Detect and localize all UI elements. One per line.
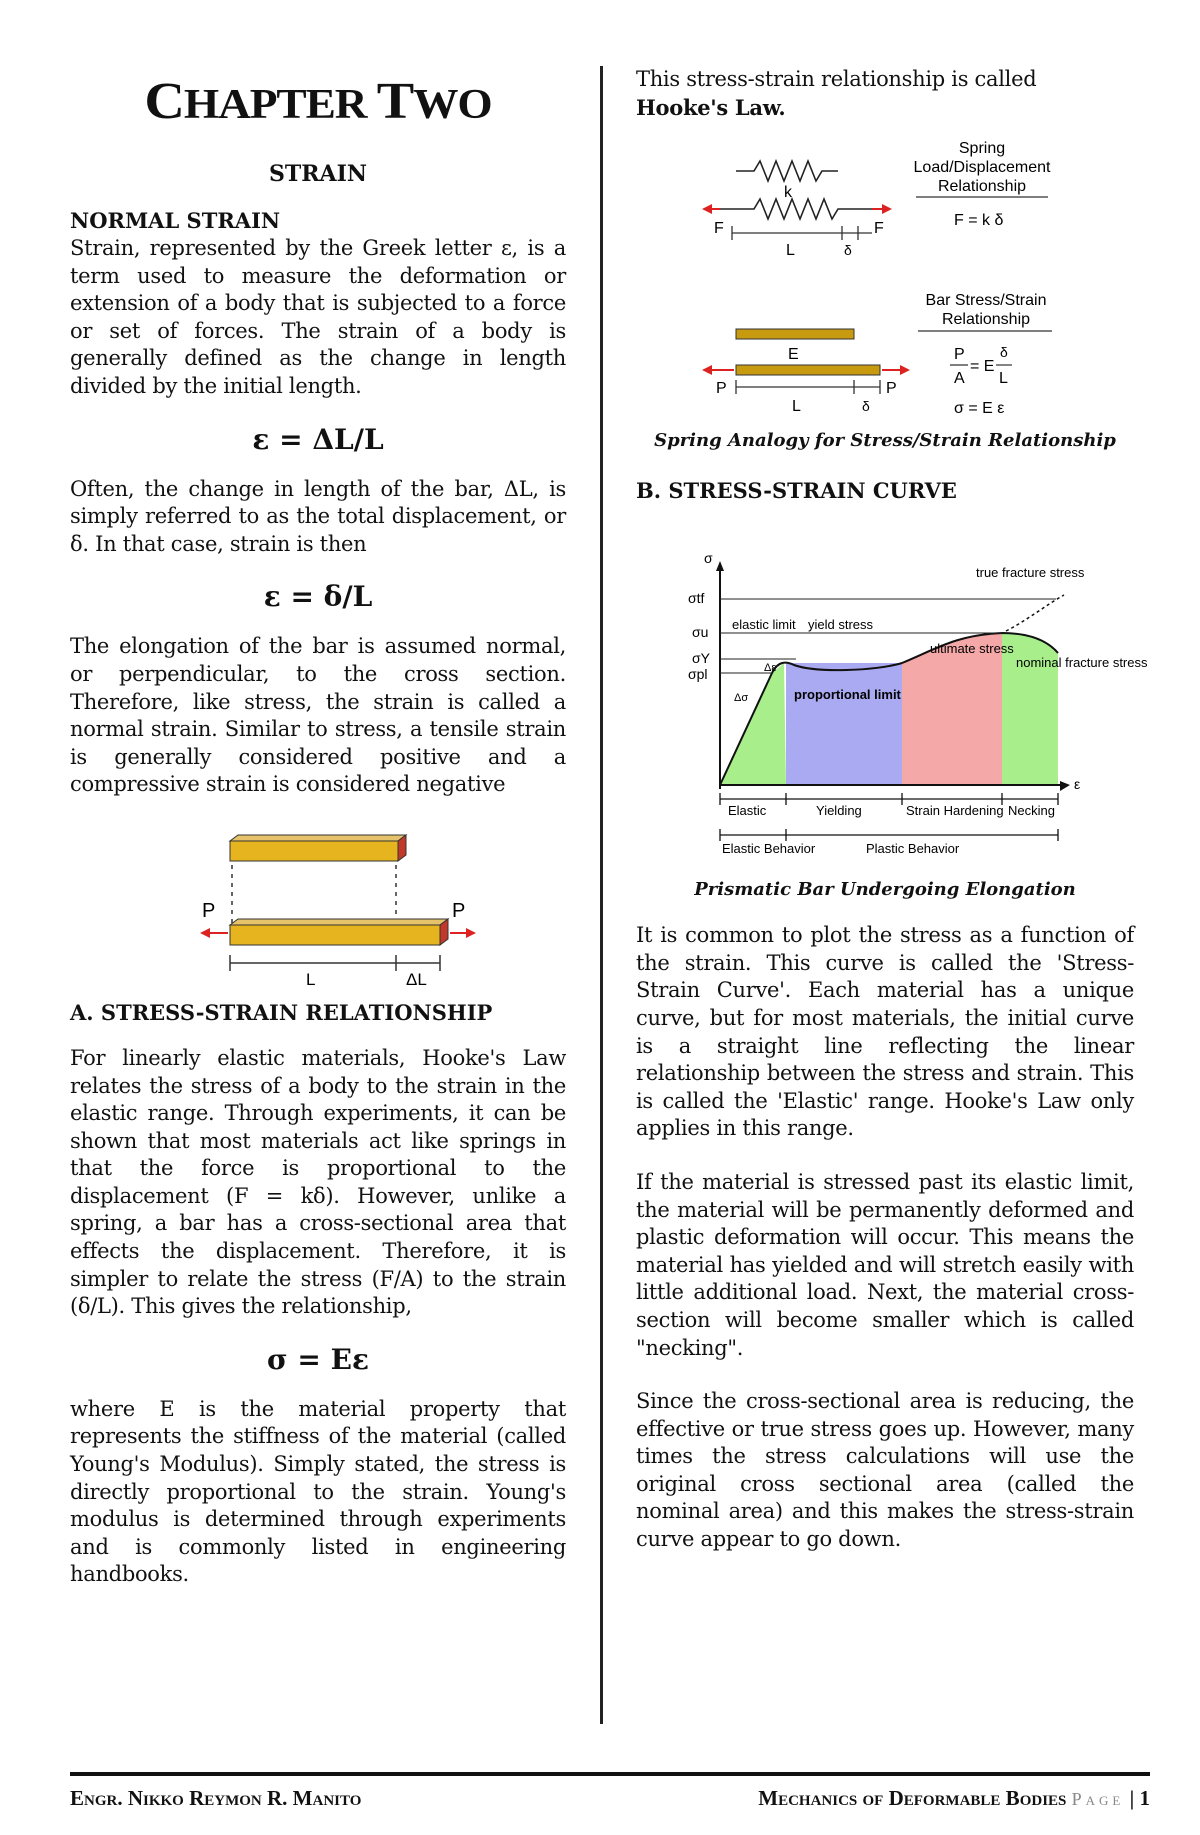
bar-title-2: Relationship: [941, 311, 1031, 329]
annot-true-fracture: true fracture stress: [976, 565, 1085, 581]
chapter-title: [50, 72, 586, 131]
annot-yield-stress: yield stress: [808, 617, 874, 633]
behavior-elastic: Elastic Behavior: [722, 841, 816, 857]
bar-title-1: Bar Stress/Strain: [925, 292, 1047, 310]
bar-l-label: L: [306, 969, 316, 989]
spring-delta: δ: [844, 242, 852, 259]
equation-strain-1: ε = ΔL/L: [252, 422, 384, 456]
frac-a: A: [954, 370, 965, 388]
stress-strain-relationship-heading: A. STRESS-STRAIN RELATIONSHIP: [70, 999, 493, 1025]
normal-strain-p1: Strain, represented by the Greek letter ε, is a term used to measure the deformation or extension of a body that is subjected to a force or set of forces. The strain of a body is generally defined as the change in length divided by the initial length.: [70, 236, 566, 398]
bar-p-right: P: [452, 899, 466, 922]
region-elastic: [720, 663, 786, 785]
left-column: [70, 62, 566, 1589]
bar-e: E: [788, 346, 799, 364]
footer-sep: |: [1129, 1786, 1135, 1810]
ssc-p1: It is common to plot the stress as a function of the strain. This curve is called the 'Stress-Strain Curve'. Each material has a unique curve, but for most materials, the initial curve is a straight line reflecting the linear relationship between the stress and strain. This is called the 'Elastic' range. Hooke's Law only applies in this range.: [636, 923, 1134, 1141]
behavior-plastic: Plastic Behavior: [866, 841, 960, 857]
spring-caption: Spring Analogy for Stress/Strain Relationship: [654, 430, 1116, 452]
y-axis-label: σ: [704, 550, 713, 567]
spring-title-3: Relationship: [937, 178, 1027, 196]
frac-p: P: [954, 346, 965, 364]
hookes-intro: This stress-strain relationship is called: [636, 67, 1037, 91]
ssc-p3: Since the cross-sectional area is reducing, the effective or true stress goes up. However, many times the stress calculations will use the original cross sectional area (called the nominal area) and this makes the stress-strain curve appear to go down.: [636, 1389, 1134, 1552]
bar-elongation-figure: [70, 813, 566, 993]
stress-strain-chart: [636, 549, 1148, 889]
right-column: [636, 62, 1148, 1554]
bar-p-right-r: P: [886, 380, 897, 398]
column-divider: [600, 66, 603, 1724]
spring-k: k: [784, 184, 792, 202]
chapter-cap-1: C: [144, 73, 184, 130]
curve-caption: Prismatic Bar Undergoing Elongation: [694, 879, 1076, 901]
annot-elastic-limit: elastic limit: [732, 617, 796, 633]
region-label-hardening: Strain Hardening: [906, 803, 1004, 819]
footer-page-word: Page: [1071, 1789, 1125, 1809]
annot-nominal-fracture: nominal fracture stress: [1016, 655, 1148, 671]
bar-p-left-r: P: [716, 380, 727, 398]
equation-hooke: σ = Eε: [267, 1342, 369, 1376]
region-label-necking: Necking: [1008, 803, 1055, 819]
spring-f-left: F: [714, 220, 724, 238]
chapter-word-2: WO: [413, 82, 492, 128]
frac-eq: = E: [970, 358, 995, 376]
chapter-word-1: HAPTER: [183, 82, 367, 128]
frac-d: δ: [1000, 344, 1008, 361]
ssr-p1: For linearly elastic materials, Hooke's Law relates the stress of a body to the strain in the elastic range. Through experiments, it can be shown that most materials act like springs in that the force is proportional to the displacement (F = kδ). However, unlike a spring, a bar has a cross-sectional area that effects the displacement. Therefore, it is simpler to relate the stress (F/A) to the strain (δ/L). This gives the relationship,: [70, 1045, 566, 1319]
region-label-yielding: Yielding: [816, 803, 862, 819]
stress-strain-curve-heading: B. STRESS-STRAIN CURVE: [636, 478, 957, 504]
annot-delta-sigma: Δσ: [734, 692, 749, 705]
spring-analogy-figure: [636, 129, 1134, 444]
bar-l-r: L: [792, 398, 801, 416]
ytick-u: σu: [692, 624, 709, 641]
bar-dl-label: ΔL: [406, 969, 427, 989]
frac-l: L: [999, 370, 1008, 388]
annot-proportional: proportional limit: [794, 687, 901, 703]
region-yielding: [786, 663, 902, 785]
ssc-p2: If the material is stressed past its elastic limit, the material will be permanently deformed and plastic deformation will occur. This means the material has yielded and will stretch easily with little additional load. Next, the material cross-section will become smaller which is called "necking".: [636, 1169, 1134, 1360]
annot-delta-eps: Δε: [764, 662, 777, 675]
chapter-cap-2: T: [376, 73, 414, 130]
normal-strain-heading: NORMAL STRAIN: [70, 208, 281, 233]
normal-strain-p2: Often, the change in length of the bar, ΔL, is simply referred to as the total displacement, or δ. In that case, strain is then: [70, 476, 566, 556]
spring-title-1: Spring: [958, 140, 1006, 158]
ssr-p2: where E is the material property that represents the stiffness of the material (called Young's Modulus). Simply stated, the stress is directly proportional to the strain. Young's modulus is determined through experiments and is commonly listed in engineering handbooks.: [70, 1396, 566, 1587]
spring-l: L: [786, 242, 795, 260]
ytick-pl: σpl: [688, 666, 708, 683]
section-title: STRAIN: [268, 161, 367, 187]
footer-course: Mechanics of Deformable Bodies: [758, 1786, 1067, 1810]
footer-page-number: 1: [1139, 1786, 1150, 1810]
hookes-law: Hooke's Law.: [636, 94, 786, 120]
bar-delta-r: δ: [862, 398, 870, 415]
footer-rule: [70, 1772, 1150, 1776]
region-label-elastic: Elastic: [728, 803, 767, 819]
bar-p-left: P: [202, 899, 216, 922]
spring-title-2: Load/Displacement: [913, 159, 1051, 177]
spring-f-right: F: [874, 220, 884, 238]
ytick-y: σY: [692, 650, 710, 667]
ytick-tf: σtf: [688, 590, 705, 607]
x-axis-label: ε: [1074, 776, 1081, 793]
equation-strain-2: ε = δ/L: [263, 580, 373, 614]
annot-ultimate: ultimate stress: [930, 641, 1014, 657]
normal-strain-p3: The elongation of the bar is assumed normal, or perpendicular, to the cross section. Therefore, like stress, the strain is called a normal strain. Similar to stress, a tensile strain is generally considered positive and a compressive strain is considered negative: [70, 634, 566, 797]
footer-right: [758, 1786, 1150, 1811]
footer-author: Engr. Nikko Reymon R. Manito: [70, 1786, 362, 1810]
spring-eq: F = k δ: [954, 212, 1004, 230]
sigma-eq: σ = E ε: [954, 400, 1005, 418]
